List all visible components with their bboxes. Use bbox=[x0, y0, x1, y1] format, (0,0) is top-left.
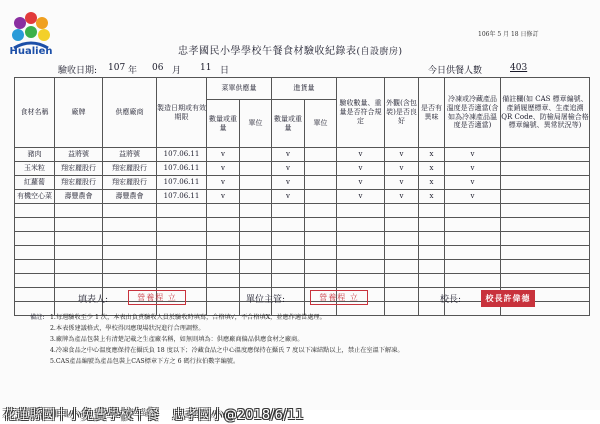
principal-label: 校長: bbox=[440, 295, 462, 305]
cell-appearance: v bbox=[385, 190, 419, 204]
cell-received-unit bbox=[305, 176, 337, 190]
cell-conform: v bbox=[337, 176, 385, 190]
header-brand: 廠牌 bbox=[55, 78, 103, 148]
cell-conform bbox=[337, 274, 385, 288]
cell-menu-quantity: v bbox=[207, 190, 240, 204]
cell-appearance bbox=[385, 246, 419, 260]
cell-menu-unit bbox=[240, 260, 272, 274]
cell-item-name: 玉米粒 bbox=[15, 162, 55, 176]
cell-received-unit bbox=[305, 218, 337, 232]
logo-wordmark: Hualien bbox=[9, 46, 53, 57]
header-odor: 是否有異味 bbox=[419, 78, 445, 148]
cell-remarks bbox=[501, 148, 590, 162]
cell-expiry: 107.06.11 bbox=[157, 148, 207, 162]
cell-received-quantity bbox=[272, 274, 305, 288]
cell-received-unit bbox=[305, 246, 337, 260]
cell-received-quantity bbox=[272, 204, 305, 218]
cell-conform: v bbox=[337, 148, 385, 162]
cell-item-name bbox=[15, 246, 55, 260]
header-conform: 驗收數量、重量是否符合規定 bbox=[337, 78, 385, 148]
cell-conform bbox=[337, 204, 385, 218]
cell-temp bbox=[445, 204, 501, 218]
cell-temp bbox=[445, 218, 501, 232]
cell-received-unit bbox=[305, 190, 337, 204]
cell-received-quantity: v bbox=[272, 148, 305, 162]
cell-odor: x bbox=[419, 162, 445, 176]
cell-menu-quantity bbox=[207, 274, 240, 288]
cell-brand: 益將號 bbox=[55, 148, 103, 162]
cell-conform: v bbox=[337, 190, 385, 204]
cell-supplier: 益將號 bbox=[103, 148, 157, 162]
principal-stamp: 校長許偉德 bbox=[481, 290, 535, 307]
cell-temp bbox=[445, 260, 501, 274]
photo-caption: 花蓮縣國中小免費學校午餐 忠孝國小@2018/6/11 bbox=[3, 408, 304, 423]
cell-menu-unit bbox=[240, 274, 272, 288]
cell-menu-unit bbox=[240, 218, 272, 232]
cell-appearance bbox=[385, 204, 419, 218]
cell-odor bbox=[419, 218, 445, 232]
cell-temp bbox=[445, 232, 501, 246]
cell-menu-unit bbox=[240, 232, 272, 246]
empty-table-row bbox=[15, 218, 590, 232]
header-frozen-temp: 冷凍或冷藏產品溫度是否適當(含如為冷凍產品溫度是否適當) bbox=[445, 78, 501, 148]
cell-menu-quantity bbox=[207, 246, 240, 260]
cell-brand: 翔宏麗股行 bbox=[55, 176, 103, 190]
empty-table-row bbox=[15, 260, 590, 274]
cell-brand bbox=[55, 218, 103, 232]
cell-received-unit bbox=[305, 232, 337, 246]
cell-supplier bbox=[103, 274, 157, 288]
inspection-year-unit: 年 bbox=[128, 66, 138, 76]
cell-conform bbox=[337, 232, 385, 246]
cell-item-name bbox=[15, 204, 55, 218]
cell-temp: v bbox=[445, 190, 501, 204]
cell-conform bbox=[337, 246, 385, 260]
cell-expiry bbox=[157, 232, 207, 246]
cell-remarks bbox=[501, 246, 590, 260]
cell-conform bbox=[337, 260, 385, 274]
cell-menu-unit bbox=[240, 204, 272, 218]
header-expiry: 製造日期或有效期限 bbox=[157, 78, 207, 148]
cell-item-name: 豬肉 bbox=[15, 148, 55, 162]
filler-label: 填表人: bbox=[78, 295, 109, 305]
cell-odor bbox=[419, 260, 445, 274]
form-title bbox=[178, 42, 403, 57]
header-menu-quantity-group: 菜單供應量 bbox=[207, 78, 272, 100]
revision-note: 106年 5 月 18 日修訂 bbox=[478, 31, 539, 38]
note-line: 4.冷凍食品之中心溫度應保持在攝氏負 18 度以下；冷藏食品之中心溫度應保持在攝氏 7 度以下凍結點以上，禁止在室溫下解凍。 bbox=[50, 347, 404, 354]
cell-received-quantity bbox=[272, 218, 305, 232]
cell-received-unit bbox=[305, 162, 337, 176]
cell-appearance: v bbox=[385, 162, 419, 176]
inspection-month-unit: 月 bbox=[172, 66, 182, 76]
table-row bbox=[15, 190, 590, 204]
cell-expiry bbox=[157, 274, 207, 288]
cell-menu-unit bbox=[240, 176, 272, 190]
cell-conform: v bbox=[337, 162, 385, 176]
cell-temp: v bbox=[445, 176, 501, 190]
cell-expiry bbox=[157, 218, 207, 232]
cell-menu-quantity: v bbox=[207, 162, 240, 176]
cell-odor: x bbox=[419, 190, 445, 204]
cell-supplier: 翔宏麗股行 bbox=[103, 176, 157, 190]
cell-received-quantity bbox=[272, 246, 305, 260]
header-supplier: 供應廠商 bbox=[103, 78, 157, 148]
table-row bbox=[15, 176, 590, 190]
header-received-unit: 單位 bbox=[305, 100, 337, 148]
note-line: 1.每週驗收至少 1 次，本表由負責驗收人員於驗收時填寫，合格填√，不合格填X，並應作適當處理。 bbox=[50, 314, 326, 321]
filler-stamp: 營養程 立 bbox=[128, 290, 186, 305]
cell-brand bbox=[55, 246, 103, 260]
cell-brand bbox=[55, 232, 103, 246]
header-menu-quantity: 數量或重量 bbox=[207, 100, 240, 148]
cell-menu-quantity bbox=[207, 218, 240, 232]
cell-odor: x bbox=[419, 148, 445, 162]
cell-brand bbox=[55, 204, 103, 218]
cell-appearance bbox=[385, 232, 419, 246]
cell-item-name bbox=[15, 218, 55, 232]
cell-expiry bbox=[157, 260, 207, 274]
cell-remarks bbox=[501, 204, 590, 218]
cell-remarks bbox=[501, 190, 590, 204]
cell-received-unit bbox=[305, 274, 337, 288]
cell-item-name: 有機空心菜 bbox=[15, 190, 55, 204]
cell-menu-quantity bbox=[207, 232, 240, 246]
cell-menu-unit bbox=[240, 190, 272, 204]
cell-remarks bbox=[501, 232, 590, 246]
form-title-main: 忠孝國民小學學校午餐食材驗收紀錄表 bbox=[178, 46, 357, 57]
cell-odor bbox=[419, 232, 445, 246]
cell-temp: v bbox=[445, 148, 501, 162]
cell-menu-quantity bbox=[207, 288, 240, 302]
cell-supplier: 翔宏麗股行 bbox=[103, 162, 157, 176]
cell-received-quantity bbox=[272, 232, 305, 246]
form-title-suffix: (自設廚房) bbox=[356, 47, 403, 57]
cell-received-quantity: v bbox=[272, 162, 305, 176]
cell-received-unit bbox=[305, 260, 337, 274]
cell-odor bbox=[419, 204, 445, 218]
cell-menu-unit bbox=[240, 246, 272, 260]
cell-expiry bbox=[157, 204, 207, 218]
header-received-quantity: 數量或重量 bbox=[272, 100, 305, 148]
cell-brand: 翔宏麗股行 bbox=[55, 162, 103, 176]
cell-appearance bbox=[385, 218, 419, 232]
cell-remarks bbox=[501, 218, 590, 232]
cell-temp bbox=[445, 246, 501, 260]
meal-count-label: 今日供餐人數 bbox=[428, 66, 483, 76]
cell-expiry: 107.06.11 bbox=[157, 190, 207, 204]
note-line: 3.廠牌為產品包裝上有清楚記載之生產廠名稱，如無則填為：供應廠商偏品供應食材之廠商。 bbox=[50, 336, 304, 343]
meal-count-value: 403 bbox=[510, 63, 528, 73]
cell-supplier bbox=[103, 246, 157, 260]
cell-menu-quantity: v bbox=[207, 148, 240, 162]
inspection-day: 11 bbox=[200, 63, 212, 73]
header-appearance: 外觀(含包裝)是否良好 bbox=[385, 78, 419, 148]
cell-supplier bbox=[103, 218, 157, 232]
cell-item-name bbox=[15, 288, 55, 302]
cell-menu-quantity bbox=[207, 204, 240, 218]
cell-remarks bbox=[501, 162, 590, 176]
empty-table-row bbox=[15, 204, 590, 218]
cell-menu-quantity: v bbox=[207, 176, 240, 190]
cell-appearance bbox=[385, 260, 419, 274]
empty-table-row bbox=[15, 246, 590, 260]
cell-supplier bbox=[103, 232, 157, 246]
cell-temp bbox=[445, 274, 501, 288]
cell-conform bbox=[337, 218, 385, 232]
cell-appearance bbox=[385, 274, 419, 288]
inspection-date-label: 驗收日期: bbox=[58, 66, 98, 76]
cell-expiry: 107.06.11 bbox=[157, 162, 207, 176]
notes-list bbox=[50, 312, 590, 367]
cell-remarks bbox=[501, 274, 590, 288]
header-remarks: 備註欄(如 CAS 標章編號、產銷履歷標章、生產追溯 QR Code、防檢局屠檢合格標章編號、異常狀況等) bbox=[501, 78, 590, 148]
cell-expiry: 107.06.11 bbox=[157, 176, 207, 190]
cell-menu-quantity bbox=[207, 260, 240, 274]
table-row bbox=[15, 148, 590, 162]
cell-temp: v bbox=[445, 162, 501, 176]
cell-odor bbox=[419, 246, 445, 260]
cell-appearance: v bbox=[385, 176, 419, 190]
notes-heading: 備註: bbox=[30, 314, 45, 321]
header-menu-unit: 單位 bbox=[240, 100, 272, 148]
cell-item-name bbox=[15, 232, 55, 246]
inspection-day-unit: 日 bbox=[220, 66, 230, 76]
cell-received-quantity: v bbox=[272, 190, 305, 204]
header-received-group: 進貨量 bbox=[272, 78, 337, 100]
cell-appearance: v bbox=[385, 148, 419, 162]
cell-supplier: 壽豐農會 bbox=[103, 190, 157, 204]
cell-supplier bbox=[103, 260, 157, 274]
cell-received-unit bbox=[305, 204, 337, 218]
cell-item-name bbox=[15, 274, 55, 288]
cell-appearance bbox=[385, 288, 419, 302]
cell-received-quantity: v bbox=[272, 176, 305, 190]
inspection-year: 107 bbox=[108, 63, 126, 73]
note-line: 2.本表係建議格式，學校得因應現場狀況進行合理調整。 bbox=[50, 325, 205, 332]
cell-remarks bbox=[501, 260, 590, 274]
empty-table-row bbox=[15, 274, 590, 288]
cell-remarks bbox=[501, 176, 590, 190]
cell-item-name: 紅蘿蔔 bbox=[15, 176, 55, 190]
cell-menu-unit bbox=[240, 162, 272, 176]
table-row bbox=[15, 162, 590, 176]
supervisor-stamp: 營養程 立 bbox=[310, 290, 368, 305]
cell-odor bbox=[419, 274, 445, 288]
cell-brand bbox=[55, 274, 103, 288]
cell-brand bbox=[55, 260, 103, 274]
note-line: 5.CAS產品編號為產品包裝上CAS標章下方之 6 碼行拉伯數字編號。 bbox=[50, 358, 240, 365]
cell-brand: 壽豐農會 bbox=[55, 190, 103, 204]
empty-table-row bbox=[15, 232, 590, 246]
cell-menu-unit bbox=[240, 148, 272, 162]
cell-item-name bbox=[15, 260, 55, 274]
cell-odor: x bbox=[419, 176, 445, 190]
cell-supplier bbox=[103, 204, 157, 218]
header-item-name: 食材名稱 bbox=[15, 78, 55, 148]
cell-received-quantity bbox=[272, 260, 305, 274]
inspection-month: 06 bbox=[152, 63, 164, 73]
inspection-table bbox=[14, 77, 590, 316]
supervisor-label: 單位主管: bbox=[246, 295, 286, 305]
cell-expiry bbox=[157, 246, 207, 260]
cell-received-unit bbox=[305, 148, 337, 162]
